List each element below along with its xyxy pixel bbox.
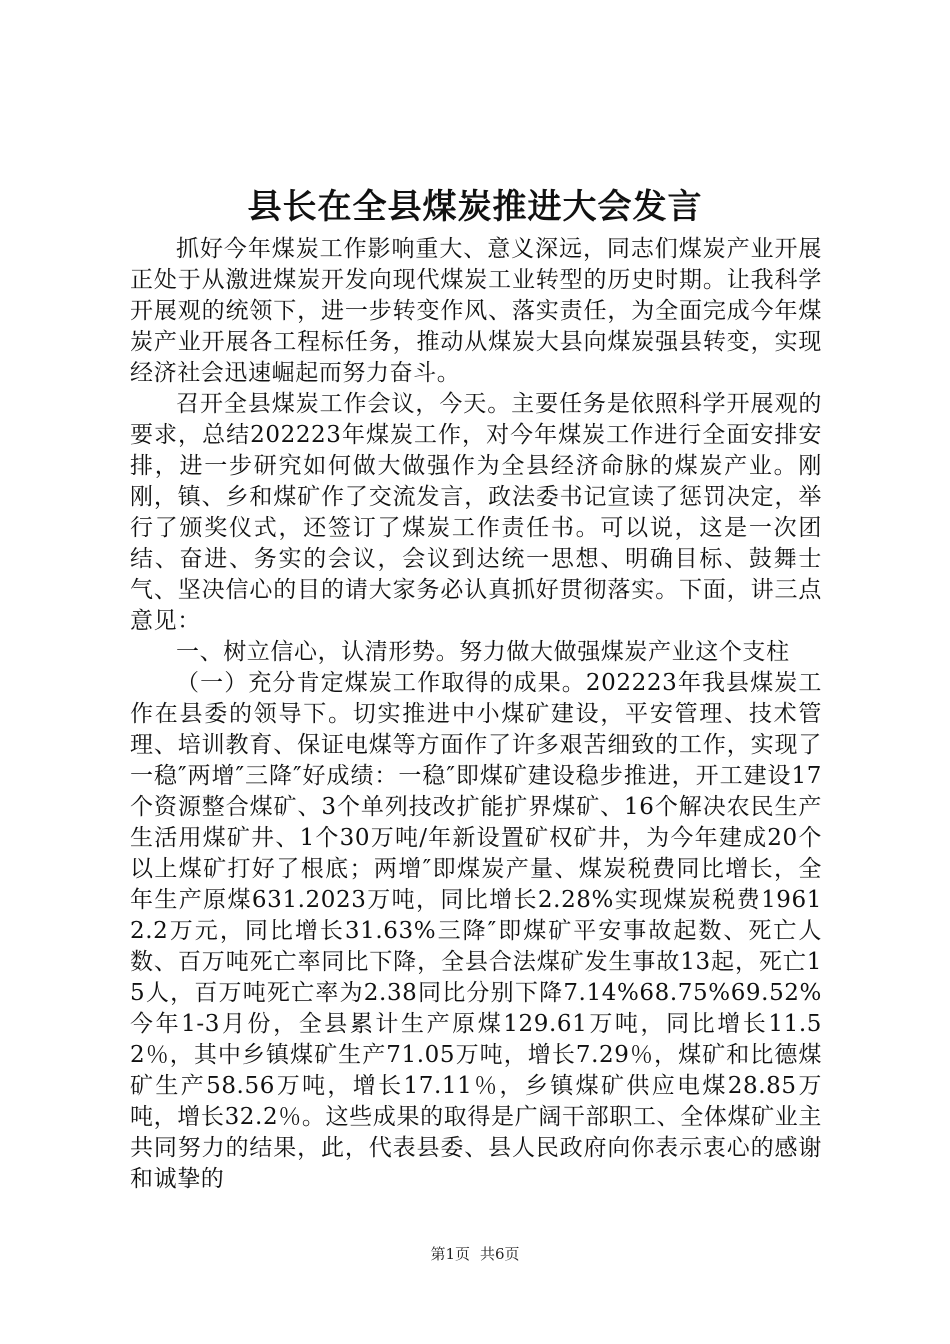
page-footer <box>0 1244 950 1264</box>
document-body <box>130 234 822 1195</box>
section-heading-1: 一、树立信心，认清形势。努力做大做强煤炭产业这个支柱 <box>176 639 790 665</box>
page-number-total: 共6页 <box>480 1245 520 1263</box>
page-title: 县长在全县煤炭推进大会发言 <box>247 187 703 227</box>
paragraph-achievements: （一）充分肯定煤炭工作取得的成果。202223年我县煤炭工作在县委的领导下。切实推进中小煤矿建设，平安管理、技术管理、培训教育、保证电煤等方面作了许多艰苦细致的工作，实现了一稳″两增″三降″好成绩：一稳″即煤矿建设稳步推进，开工建设17个资源整合煤矿、3个单列技改扩能扩界煤矿、16个解决农民生产生活用煤矿井、1个30万吨/年新设置矿权矿井，为今年建成20个以上煤矿打好了根底；两增″即煤炭产量、煤炭税费同比增长，全年生产原煤631.2023万吨，同比增长2.28%实现煤炭税费19612.2万元，同比增长31.63%三降″即煤矿平安事故起数、死亡人数、百万吨死亡率同比下降，全县合法煤矿发生事故13起，死亡15人，百万吨死亡率为2.38同比分别下降7.14%68.75%69.52%今年1-3月份，全县累计生产原煤129.61万吨，同比增长11.52％，其中乡镇煤矿生产71.05万吨，增长7.29％，煤矿和比德煤矿生产58.56万吨，增长17.11％，乡镇煤矿供应电煤28.85万吨，增长32.2％。这些成果的取得是广阔干部职工、全体煤矿业主共同努力的结果，此，代表县委、县人民政府向你表示衷心的感谢和诚挚的 <box>130 670 822 1192</box>
paragraph-intro: 抓好今年煤炭工作影响重大、意义深远，同志们煤炭产业开展正处于从激进煤炭开发向现代煤炭工业转型的历史时期。让我科学开展观的统领下，进一步转变作风、落实责任，为全面完成今年煤炭产业开展各工程标任务，推动从煤炭大县向煤炭强县转变，实现经济社会迅速崛起而努力奋斗。 <box>130 236 822 386</box>
page-number-current: 第1页 <box>430 1245 470 1263</box>
paragraph-meeting: 召开全县煤炭工作会议，今天。主要任务是依照科学开展观的要求，总结202223年煤炭工作，对今年煤炭工作进行全面安排安排，进一步研究如何做大做强作为全县经济命脉的煤炭产业。刚刚，镇、乡和煤矿作了交流发言，政法委书记宣读了惩罚决定，举行了颁奖仪式，还签订了煤炭工作责任书。可以说，这是一次团结、奋进、务实的会议，会议到达统一思想、明确目标、鼓舞士气、坚决信心的目的请大家务必认真抓好贯彻落实。下面，讲三点意见： <box>130 391 822 634</box>
